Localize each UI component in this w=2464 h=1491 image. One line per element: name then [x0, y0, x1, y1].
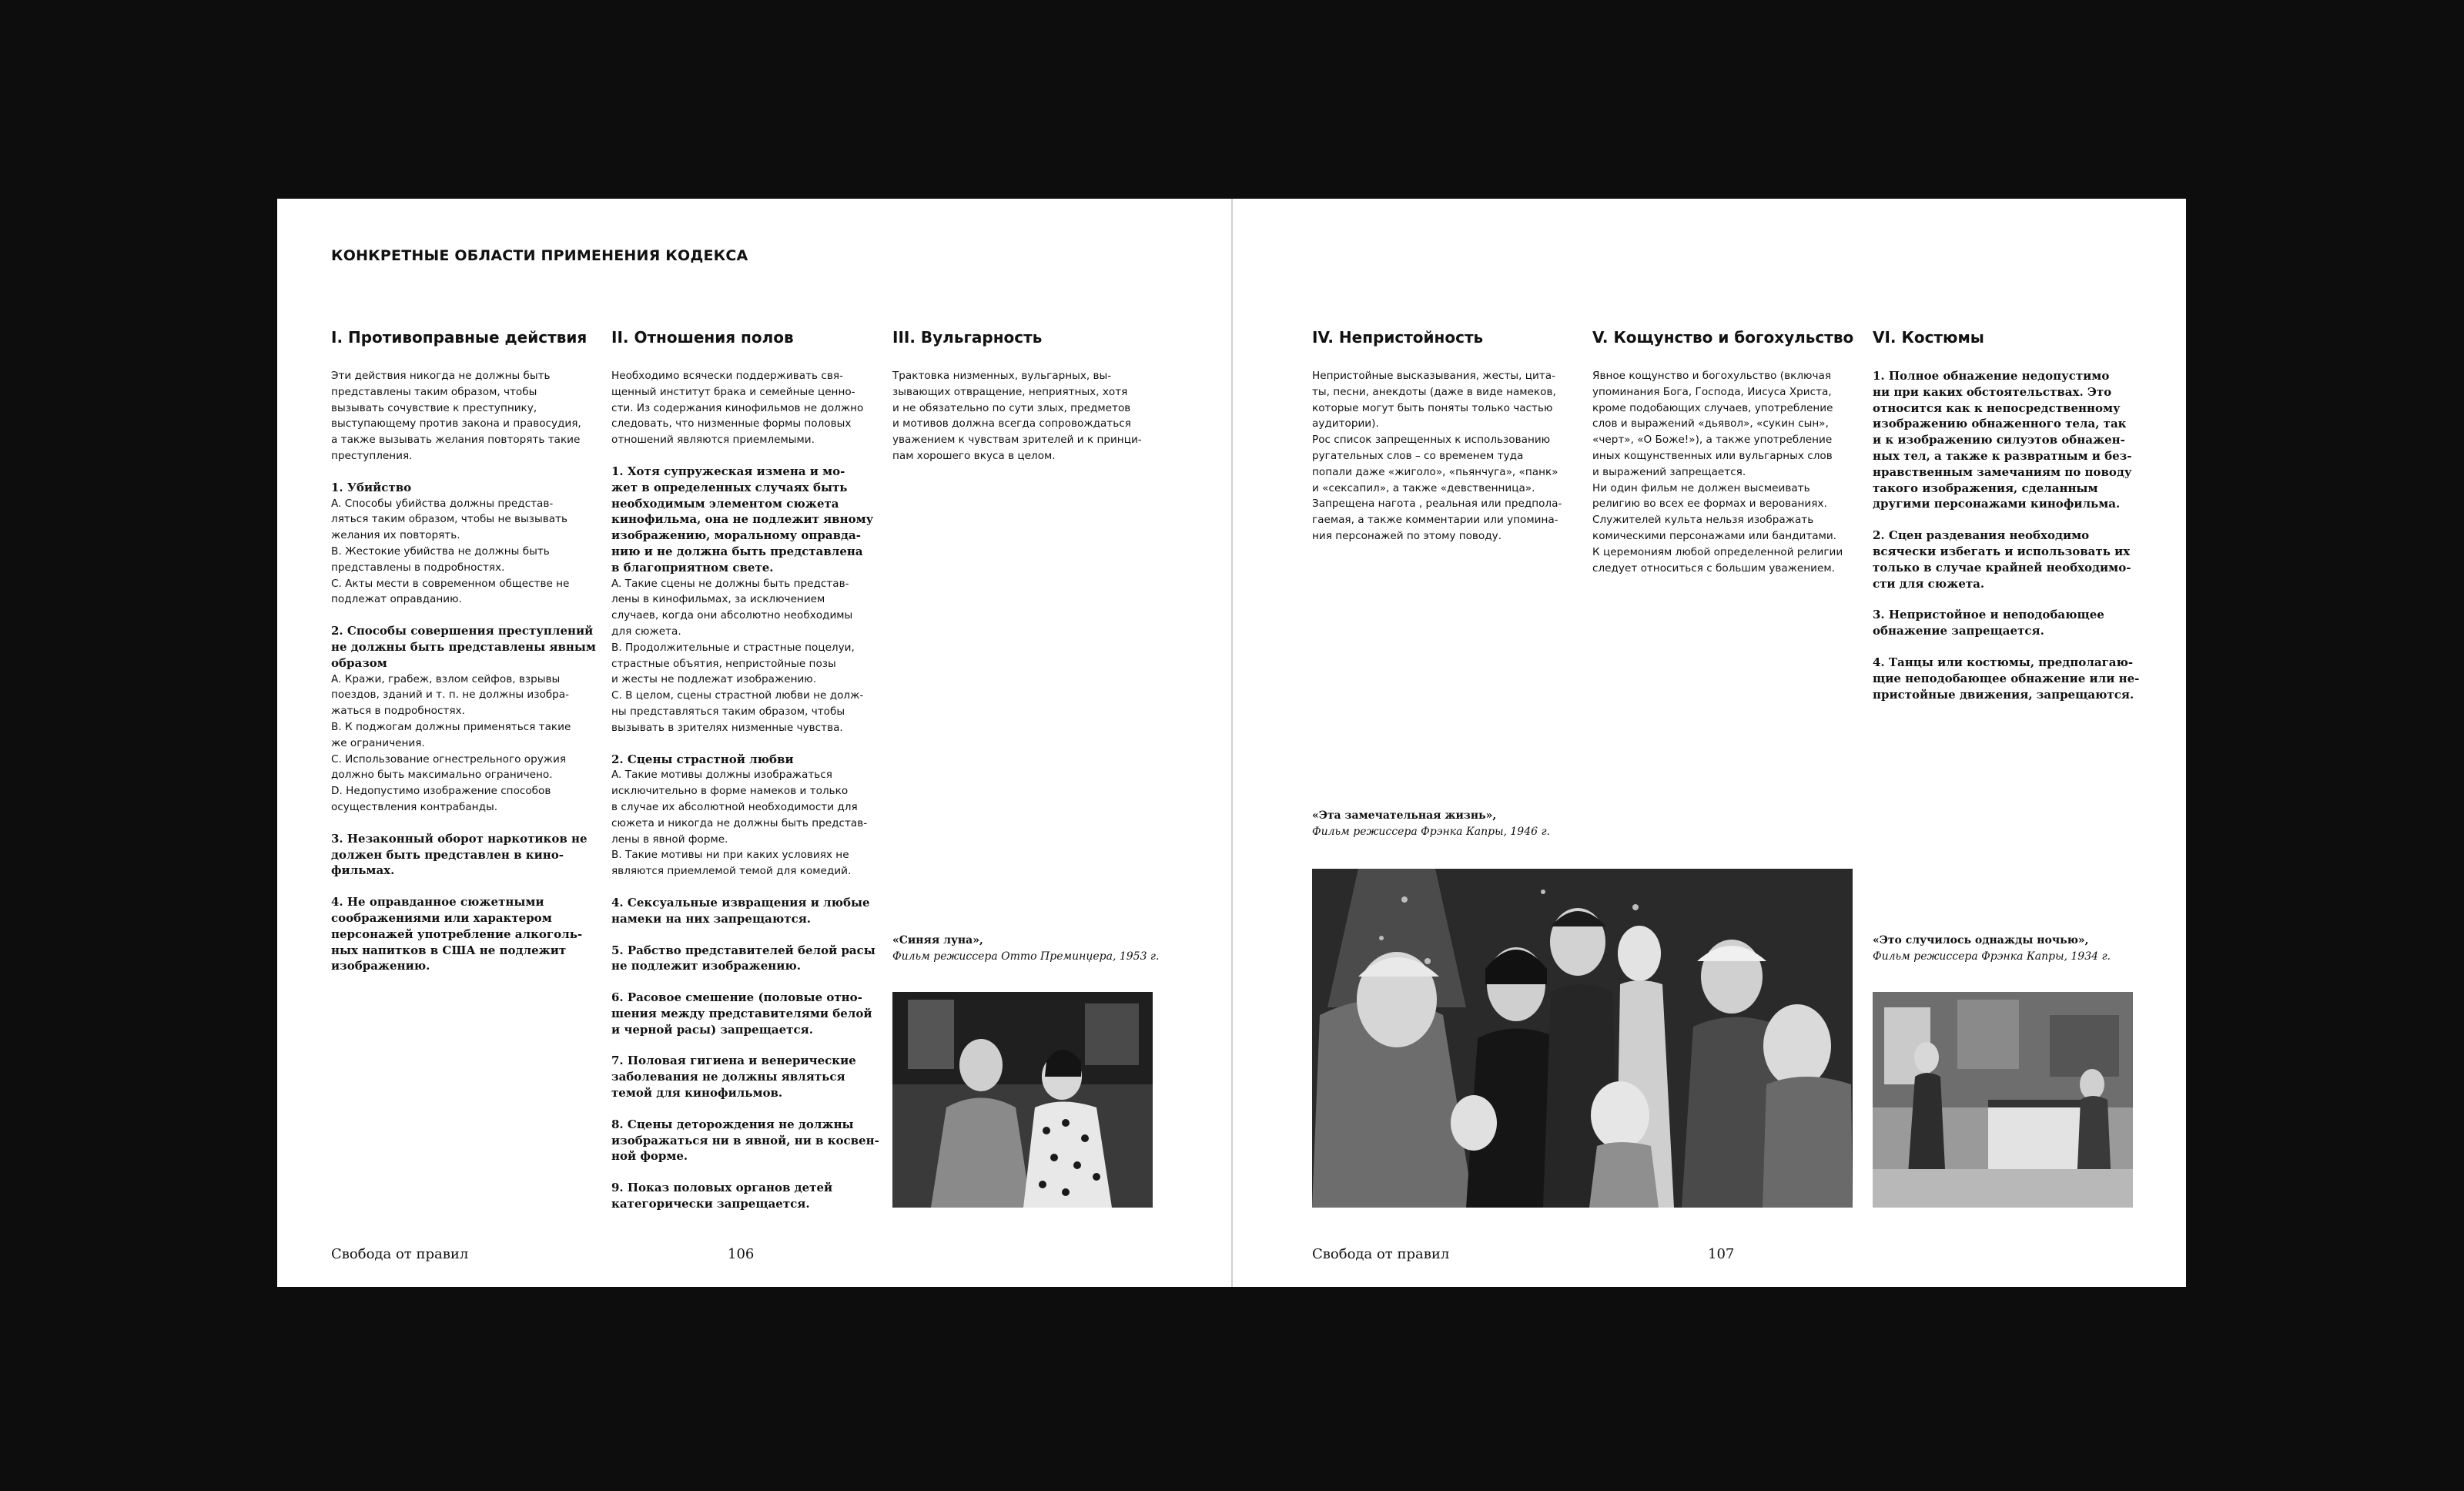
intro-paragraph-line: Служителей культа нельзя изображать	[1592, 514, 1814, 527]
page-number: 107	[1708, 1246, 1735, 1262]
photo-caption-wonderful-life	[1312, 808, 1550, 840]
rule-body-line: для сюжета.	[611, 625, 681, 638]
rule-item	[1873, 368, 2142, 512]
rule-title-line: нравственным замечаниям по поводу	[1873, 464, 2132, 479]
caption-title: «Эта замечательная жизнь»,	[1312, 809, 1497, 822]
rule-title	[1873, 368, 2142, 512]
rule-item	[331, 623, 601, 816]
film-still-blue-moon	[892, 992, 1153, 1208]
rule-title	[1873, 655, 2142, 702]
film-still-wonderful-life	[1312, 869, 1853, 1208]
rule-body-line: C. Использование огнестрельного оружия	[331, 752, 567, 766]
rule-title-line: 6. Расовое смешение (половые отно-	[611, 990, 862, 1005]
rule-body-line: C. В целом, сцены страстной любви не долж-	[611, 689, 864, 702]
rule-title-line: 9. Показ половых органов детей	[611, 1181, 833, 1195]
rule-item	[611, 1180, 881, 1212]
intro-paragraph-line: и выражений запрещается.	[1592, 465, 1746, 478]
column-obscenity	[1312, 368, 1582, 560]
column-costumes	[1873, 368, 2142, 718]
column-title-illegal-acts: I. Противоправные действия	[331, 328, 588, 347]
intro-paragraph-line: и «сексапил», а также «девственница».	[1312, 481, 1535, 494]
rule-title-line: кинофильма, она не подлежит явному	[611, 512, 874, 527]
rule-title-line: 2. Способы совершения преступлений	[331, 624, 594, 638]
rule-title	[331, 831, 601, 879]
intro-paragraph-line: К церемониям любой определенной религии	[1592, 545, 1843, 558]
rule-title-line: относится как к непосредственному	[1873, 400, 2121, 415]
rule-title-line: заболевания не должны являться	[611, 1070, 845, 1084]
rule-title-line: 5. Рабство представителей белой расы	[611, 943, 875, 957]
rule-title-line: ной форме.	[611, 1149, 688, 1164]
rule-body-line: сюжета и никогда не должны быть представ-	[611, 816, 868, 829]
rule-title-line: 2. Сцены страстной любви	[611, 752, 794, 766]
rule-body	[331, 496, 601, 608]
rule-title	[611, 752, 881, 768]
rule-body-line: же ограничения.	[331, 736, 425, 749]
rule-title	[331, 894, 601, 974]
intro-paragraph-line: и не обязательно по сути злых, предметов	[892, 401, 1131, 414]
rule-title-line: должен быть представлен в кино-	[331, 847, 564, 862]
rule-title-line: сти для сюжета.	[1873, 576, 1985, 591]
rule-body-line: исключительно в форме намеков и только	[611, 785, 849, 798]
rule-title-line: образом	[331, 655, 387, 670]
intro-paragraph-line: представлены таким образом, чтобы	[331, 385, 537, 398]
rule-title-line: соображениями или характером	[331, 910, 552, 925]
rule-title-line: в благоприятном свете.	[611, 560, 774, 575]
rule-body-line: C. Акты мести в современном обществе не	[331, 577, 570, 590]
rule-title-line: темой для кинофильмов.	[611, 1086, 783, 1101]
rule-body-line: осуществления контрабанды.	[331, 800, 498, 813]
intro-paragraph-line: Эти действия никогда не должны быть	[331, 370, 551, 382]
rule-body-line: вызывать в зрителях низменные чувства.	[611, 721, 843, 734]
rule-title-line: не подлежит изображению.	[611, 959, 801, 973]
rule-title	[611, 943, 881, 975]
intro-paragraph-line: которые могут быть поняты только частью	[1312, 401, 1553, 414]
intro-paragraph-line: и мотивов должна всегда сопровождаться	[892, 417, 1131, 431]
rule-title-line: необходимым элементом сюжета	[611, 496, 839, 511]
film-still-it-happened	[1873, 992, 2133, 1208]
column-title-blasphemy: V. Кощунство и богохульство	[1592, 328, 1854, 347]
rule-item	[611, 990, 881, 1037]
rule-title-line: обнажение запрещается.	[1873, 624, 2044, 638]
rule-item	[611, 895, 881, 927]
rule-title-line: персонажей употребление алкоголь-	[331, 926, 583, 941]
rule-title	[331, 623, 601, 671]
rule-body-line: и жесты не подлежат изображению.	[611, 673, 817, 686]
intro-paragraph-line: следовать, что низменные формы половых	[611, 417, 852, 431]
column-title-vulgarity: III. Вульгарность	[892, 328, 1043, 347]
rule-body-line: лены в явной форме.	[611, 833, 728, 846]
rule-title-line: 3. Непристойное и неподобающее	[1873, 608, 2104, 622]
caption-subtitle: Фильм режиссера Фрэнка Капры, 1934 г.	[1873, 950, 2111, 963]
rule-title-line: и черной расы) запрещается.	[611, 1022, 813, 1037]
intro-paragraph	[331, 368, 601, 464]
rule-body-line: ны представляться таким образом, чтобы	[611, 705, 845, 718]
rule-title-line: 7. Половая гигиена и венерические	[611, 1054, 856, 1068]
rule-title	[611, 464, 881, 576]
rule-title-line: нию и не должна быть представлена	[611, 544, 863, 558]
intro-paragraph-line: Трактовка низменных, вульгарных, вы-	[892, 370, 1112, 382]
rule-title	[611, 1180, 881, 1212]
rule-body-line: B. Жестокие убийства не должны быть	[331, 544, 550, 558]
intro-paragraph-line: сти. Из содержания кинофильмов не должно	[611, 401, 864, 414]
intro-paragraph-line: ты, песни, анекдоты (даже в виде намеков,	[1312, 385, 1556, 398]
rule-item	[331, 480, 601, 608]
intro-paragraph	[892, 368, 1162, 464]
intro-paragraph-line: Непристойные высказывания, жесты, цита-	[1312, 370, 1556, 382]
rule-title	[611, 1053, 881, 1101]
rule-item	[611, 1053, 881, 1101]
rule-title-line: ных тел, а также к развратным и без-	[1873, 448, 2132, 463]
rule-title-line: фильмах.	[331, 863, 395, 878]
rule-title-line: 4. Танцы или костюмы, предполагаю-	[1873, 655, 2134, 669]
rule-body-line: A. Кражи, грабеж, взлом сейфов, взрывы	[331, 672, 561, 685]
rule-body-line: ляться таким образом, чтобы не вызывать	[331, 513, 567, 526]
intro-paragraph-line: Рос список запрещенных к использованию	[1312, 434, 1551, 447]
rule-title-line: пристойные движения, запрещаются.	[1873, 687, 2134, 702]
intro-paragraph-line: а также вызывать желания повторять такие	[331, 434, 581, 447]
rule-title-line: ных напитков в США не подлежит	[331, 943, 567, 957]
photo-caption-blue-moon	[892, 933, 1159, 965]
column-title-obscenity: IV. Непристойность	[1312, 328, 1484, 347]
rule-title-line: ни при каких обстоятельствах. Это	[1873, 384, 2112, 399]
column-illegal-acts	[331, 368, 601, 990]
rule-title-line: изображению обнаженного тела, так	[1873, 417, 2127, 431]
rule-title-line: шения между представителями белой	[611, 1006, 872, 1020]
section-heading: КОНКРЕТНЫЕ ОБЛАСТИ ПРИМЕНЕНИЯ КОДЕКСА	[331, 247, 748, 264]
rule-title-line: и к изображению силуэтов обнажен-	[1873, 433, 2125, 447]
intro-paragraph-line: «черт», «О Боже!»), а также употребление	[1592, 434, 1833, 447]
rule-item	[1873, 607, 2142, 639]
rule-title	[1873, 607, 2142, 639]
rule-item	[611, 943, 881, 975]
rule-body-line: B. Такие мотивы ни при каких условиях не	[611, 849, 849, 862]
intro-paragraph-line: ния персонажей по этому поводу.	[1312, 529, 1502, 542]
rule-title	[611, 895, 881, 927]
rule-title-line: другими персонажами кинофильма.	[1873, 497, 2121, 511]
rule-title-line: 4. Не оправданное сюжетными	[331, 895, 544, 910]
intro-paragraph	[611, 368, 881, 448]
intro-paragraph-line: Ни один фильм не должен высмеивать	[1592, 481, 1810, 494]
rule-item	[611, 752, 881, 880]
intro-paragraph-line: гаемая, а также комментарии или упомина-	[1312, 514, 1558, 527]
column-title-sex-relations: II. Отношения полов	[611, 328, 794, 347]
rule-body	[331, 672, 601, 816]
rule-item	[1873, 655, 2142, 702]
column-sex-relations	[611, 368, 881, 1228]
rule-body-line: страстные объятия, непристойные позы	[611, 657, 836, 670]
intro-paragraph-line: слов и выражений «дьявол», «сукин сын»,	[1592, 417, 1829, 431]
right-page	[1233, 199, 2186, 1287]
rule-title-line: 1. Хотя супружеская измена и мо-	[611, 464, 845, 478]
intro-paragraph-line: попали даже «жиголо», «пьянчуга», «панк»	[1312, 465, 1558, 478]
intro-paragraph-line: аудитории).	[1312, 417, 1379, 431]
rule-title-line: 3. Незаконный оборот наркотиков не	[331, 831, 588, 846]
rule-title-line: жет в определенных случаях быть	[611, 480, 848, 494]
page-number: 106	[728, 1246, 755, 1262]
rule-item	[331, 831, 601, 879]
intro-paragraph-line: уважением к чувствам зрителей и к принци-	[892, 434, 1142, 447]
rule-title	[331, 480, 601, 496]
rule-item	[1873, 528, 2142, 591]
rule-body-line: представлены в подробностях.	[331, 561, 505, 574]
rule-title-line: изображению.	[331, 959, 430, 973]
rule-body-line: жаться в подробностях.	[331, 705, 465, 718]
rule-body-line: D. Недопустимо изображение способов	[331, 785, 551, 798]
rule-body-line: подлежат оправданию.	[331, 593, 462, 606]
rule-title-line: категорически запрещается.	[611, 1197, 810, 1211]
rule-title-line: 2. Сцен раздевания необходимо	[1873, 528, 2090, 543]
rule-body-line: A. Такие мотивы должны изображаться	[611, 769, 832, 782]
rule-title-line: всячески избегать и использовать их	[1873, 544, 2131, 558]
intro-paragraph-line: Запрещена нагота , реальная или предпола-	[1312, 498, 1562, 511]
rule-body-line: поездов, зданий и т. п. не должны изобра-	[331, 689, 570, 702]
rule-body	[611, 576, 881, 736]
rule-body-line: B. К поджогам должны применяться такие	[331, 720, 571, 733]
rule-item	[611, 464, 881, 736]
rule-title	[1873, 528, 2142, 591]
running-footer-title: Свобода от правил	[331, 1246, 469, 1262]
intro-paragraph	[1312, 368, 1582, 544]
intro-paragraph-line: кроме подобающих случаев, употребление	[1592, 401, 1833, 414]
rule-item	[611, 1117, 881, 1164]
rule-body-line: B. Продолжительные и страстные поцелуи,	[611, 641, 855, 654]
rule-body-line: A. Способы убийства должны представ-	[331, 497, 554, 510]
intro-paragraph-line: комическими персонажами или бандитами.	[1592, 529, 1836, 542]
rule-title-line: 4. Сексуальные извращения и любые	[611, 895, 870, 910]
intro-paragraph-line: упоминания Бога, Господа, Иисуса Христа,	[1592, 385, 1832, 398]
intro-paragraph-line: щенный институт брака и семейные ценно-	[611, 385, 855, 398]
intro-paragraph-line: отношений являются приемлемыми.	[611, 434, 815, 447]
rule-body-line: A. Такие сцены не должны быть представ-	[611, 577, 849, 590]
intro-paragraph-line: следует относиться с большим уважением.	[1592, 561, 1835, 575]
rule-body-line: случаев, когда они абсолютно необходимы	[611, 609, 853, 622]
rule-title	[611, 1117, 881, 1164]
column-title-costumes: VI. Костюмы	[1873, 328, 1984, 347]
rule-body-line: должно быть максимально ограничено.	[331, 769, 553, 782]
rule-title-line: 1. Полное обнажение недопустимо	[1873, 369, 2110, 383]
rule-title-line: изображаться ни в явной, ни в косвен-	[611, 1133, 879, 1148]
rule-body-line: желания их повторять.	[331, 529, 460, 542]
rule-item	[331, 894, 601, 974]
rule-title-line: 1. Убийство	[331, 480, 412, 494]
rule-title-line: 8. Сцены деторождения не должны	[611, 1117, 854, 1131]
intro-paragraph-line: религию во всех ее формах и верованиях.	[1592, 498, 1827, 511]
rule-title-line: изображению, моральному оправда-	[611, 528, 861, 543]
rule-title	[611, 990, 881, 1037]
intro-paragraph	[1592, 368, 1862, 576]
intro-paragraph-line: вызывать сочувствие к преступнику,	[331, 401, 537, 414]
intro-paragraph-line: пам хорошего вкуса в целом.	[892, 449, 1056, 462]
intro-paragraph-line: Необходимо всячески поддерживать свя-	[611, 370, 843, 382]
intro-paragraph-line: ругательных слов – со временем туда	[1312, 449, 1524, 462]
rule-title-line: такого изображения, сделанным	[1873, 481, 2098, 495]
rule-body	[611, 767, 881, 880]
caption-subtitle: Фильм режиссера Фрэнка Капры, 1946 г.	[1312, 826, 1551, 838]
intro-paragraph-line: иных кощунственных или вульгарных слов	[1592, 449, 1833, 462]
caption-title: «Это случилось однажды ночью»,	[1873, 934, 2089, 947]
rule-title-line: только в случае крайней необходимо-	[1873, 560, 2131, 575]
intro-paragraph-line: преступления.	[331, 449, 413, 462]
intro-paragraph-line: Явное кощунство и богохульство (включая	[1592, 370, 1831, 382]
rule-title-line: щие неподобающее обнажение или не-	[1873, 671, 2140, 685]
column-vulgarity	[892, 368, 1162, 480]
rule-body-line: лены в кинофильмах, за исключением	[611, 593, 825, 606]
caption-title: «Синяя луна»,	[892, 934, 983, 947]
rule-body-line: являются приемлемой темой для комедий.	[611, 865, 852, 878]
intro-paragraph-line: выступающему против закона и правосудия,	[331, 417, 581, 431]
column-blasphemy	[1592, 368, 1862, 591]
caption-subtitle: Фильм режиссера Отто Преминџера, 1953 г.	[892, 950, 1160, 963]
rule-body-line: в случае их абсолютной необходимости для	[611, 800, 858, 813]
rule-title-line: не должны быть представлены явным	[331, 639, 596, 654]
intro-paragraph-line: зывающих отвращение, неприятных, хотя	[892, 385, 1128, 398]
photo-caption-it-happened	[1873, 933, 2111, 965]
rule-title-line: намеки на них запрещаются.	[611, 911, 812, 926]
running-footer-title: Свобода от правил	[1312, 1246, 1450, 1262]
left-page	[277, 199, 1231, 1287]
